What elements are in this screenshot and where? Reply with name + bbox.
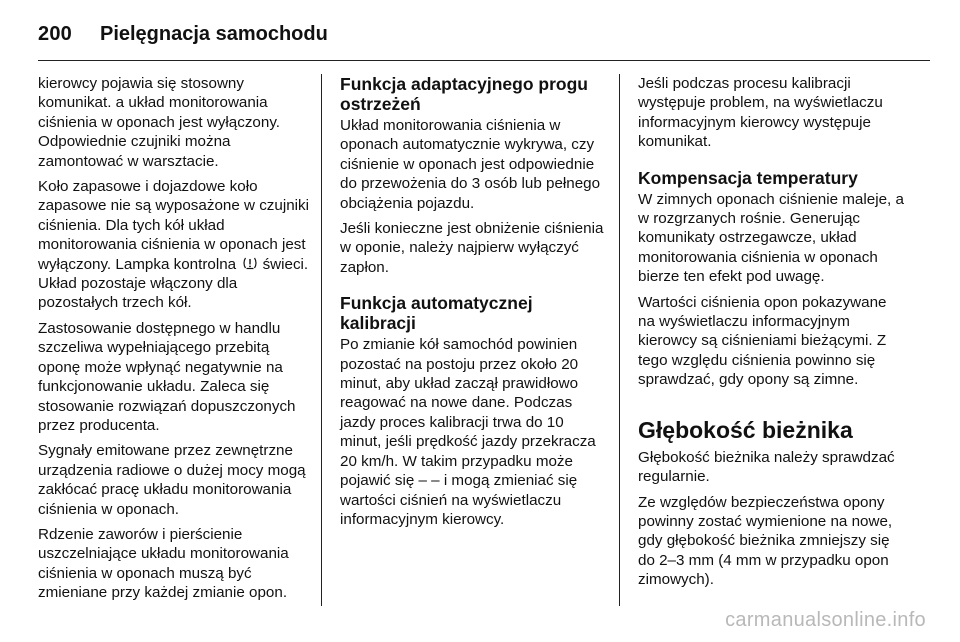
column-1 bbox=[38, 74, 310, 609]
paragraph: Jeśli podczas procesu kalibracji występuje problem, na wyświetlaczu informacyjnym kierowcy występuje komunikat. bbox=[638, 75, 883, 151]
column-2 bbox=[340, 74, 608, 535]
heading-tread-depth: Głębokość bieżnika bbox=[638, 416, 853, 443]
section-title: Pielęgnacja samochodu bbox=[99, 22, 328, 45]
page-header bbox=[38, 16, 328, 52]
paragraph: Jeśli konieczne jest obniżenie ciśnienia w oponie, należy najpierw wyłączyć zapłon. bbox=[340, 220, 604, 276]
subheading-adaptive-threshold: Funkcja adaptacyjnego progu ostrzeżeń bbox=[340, 74, 588, 114]
subheading-temperature-compensation: Kompensacja temperatury bbox=[638, 167, 858, 188]
paragraph: Koło zapasowe i dojazdowe koło zapasowe nie są wyposażone w czujniki ciśnienia. Dla tych kół układ monitorowania ciśnienia w oponach jest wyłączony. Lampka kontrolna świeci. Układ pozostaje włączony dla pozostałych trzech kół. bbox=[38, 178, 309, 312]
header-rule bbox=[38, 60, 930, 61]
paragraph: Sygnały emitowane przez zewnętrzne urządzenia radiowe o dużej mocy mogą zakłócać pracę układu monitorowania ciśnienia w oponach. bbox=[38, 442, 306, 518]
paragraph: Po zmianie kół samochód powinien pozostać na postoju przez około 20 minut, aby układ zaczął prawidłowo reagować na nowe dane. Podczas jazdy proces kalibracji trwa do 10 minut, jeśli prędkość jazdy przekracza 20 km/h. W takim przypadku może pojawić się – – i mogą zmieniać się wartości ciśnień na wyświetlaczu informacyjnym kierowcy. bbox=[340, 336, 596, 528]
paragraph: Rdzenie zaworów i pierścienie uszczelniające układu monitorowania ciśnienia w oponach muszą być zmieniane przy każdej zmianie opon. bbox=[38, 525, 289, 602]
paragraph: Wartości ciśnienia opon pokazywane na wyświetlaczu informacyjnym kierowcy są ciśnieniami bieżącymi. Z tego względu ciśnienia powinno się sprawdzać, gdy opony są zimne. bbox=[638, 293, 887, 389]
column-3 bbox=[638, 74, 906, 596]
column-divider bbox=[321, 74, 322, 606]
paragraph: kierowcy pojawia się stosowny komunikat. a układ monitorowania ciśnienia w oponach jest wyłączony. Odpowiednie czujniki można zamontować w warsztacie. bbox=[38, 75, 280, 170]
subheading-auto-calibration: Funkcja automatycznej kalibracji bbox=[340, 293, 533, 334]
tire-pressure-warning-icon bbox=[242, 255, 258, 271]
paragraph: Zastosowanie dostępnego w handlu szczeliwa wypełniającego przebitą oponę może wpłynąć negatywnie na funkcjonowanie układu. Zaleca się stosowanie rozwiązań dopuszczonych przez producenta. bbox=[38, 319, 296, 434]
page-number: 200 bbox=[38, 22, 72, 45]
paragraph: W zimnych oponach ciśnienie maleje, a w rozgrzanych rośnie. Generując komunikaty ostrzegawcze, układ monitorowania ciśnienia w oponach bierze ten efekt pod uwagę. bbox=[638, 190, 904, 286]
column-divider bbox=[619, 74, 620, 606]
watermark: carmanualsonline.info bbox=[725, 609, 926, 631]
paragraph: Ze względów bezpieczeństwa opony powinny zostać wymienione na nowe, gdy głębokość bieżnika zmniejszy się do 2–3 mm (4 mm w przypadku opon zimowych). bbox=[638, 493, 893, 589]
paragraph: Głębokość bieżnika należy sprawdzać regularnie. bbox=[638, 448, 895, 486]
paragraph: Układ monitorowania ciśnienia w oponach automatycznie wykrywa, czy ciśnienie w oponach jest odpowiednie do przewożenia do 3 osób lub pełnego obciążenia pojazdu. bbox=[340, 117, 601, 212]
